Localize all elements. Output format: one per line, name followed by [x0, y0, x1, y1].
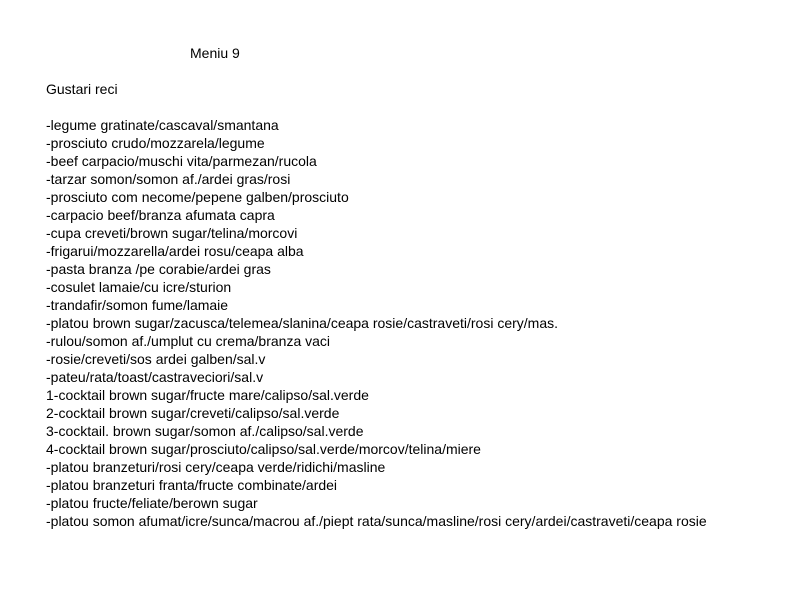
list-item: -platou somon afumat/icre/sunca/macrou af./piept rata/sunca/masline/rosi cery/ardei/castraveti/ceapa rosie: [46, 513, 707, 529]
list-item: -platou branzeturi franta/fructe combinate/ardei: [46, 477, 338, 493]
list-item: 1-cocktail brown sugar/fructe mare/calipso/sal.verde: [46, 387, 369, 403]
list-item: -carpacio beef/branza afumata capra: [46, 207, 275, 223]
menu-item-list: [46, 116, 707, 530]
section-heading: Gustari reci: [46, 81, 118, 97]
list-item: -beef carpacio/muschi vita/parmezan/rucola: [46, 153, 317, 169]
list-item: -platou brown sugar/zacusca/telemea/slanina/ceapa rosie/castraveti/rosi cery/mas.: [46, 315, 559, 331]
page-title: Meniu 9: [190, 45, 240, 61]
list-item: -pasta branza /pe corabie/ardei gras: [46, 261, 271, 277]
list-item: 3-cocktail. brown sugar/somon af./calipso/sal.verde: [46, 423, 364, 439]
list-item: 2-cocktail brown sugar/creveti/calipso/sal.verde: [46, 405, 340, 421]
list-item: -platou fructe/feliate/berown sugar: [46, 495, 258, 511]
list-item: -rosie/creveti/sos ardei galben/sal.v: [46, 351, 266, 367]
list-item: -platou branzeturi/rosi cery/ceapa verde/ridichi/masline: [46, 459, 386, 475]
list-item: -prosciuto com necome/pepene galben/prosciuto: [46, 189, 349, 205]
list-item: -prosciuto crudo/mozzarela/legume: [46, 135, 265, 151]
list-item: -frigarui/mozzarella/ardei rosu/ceapa alba: [46, 243, 304, 259]
list-item: -trandafir/somon fume/lamaie: [46, 297, 229, 313]
list-item: 4-cocktail brown sugar/prosciuto/calipso/sal.verde/morcov/telina/miere: [46, 441, 481, 457]
list-item: -cosulet lamaie/cu icre/sturion: [46, 279, 232, 295]
list-item: -legume gratinate/cascaval/smantana: [46, 117, 279, 133]
list-item: -pateu/rata/toast/castraveciori/sal.v: [46, 369, 264, 385]
list-item: -tarzar somon/somon af./ardei gras/rosi: [46, 171, 291, 187]
list-item: -cupa creveti/brown sugar/telina/morcovi: [46, 225, 298, 241]
list-item: -rulou/somon af./umplut cu crema/branza vaci: [46, 333, 331, 349]
